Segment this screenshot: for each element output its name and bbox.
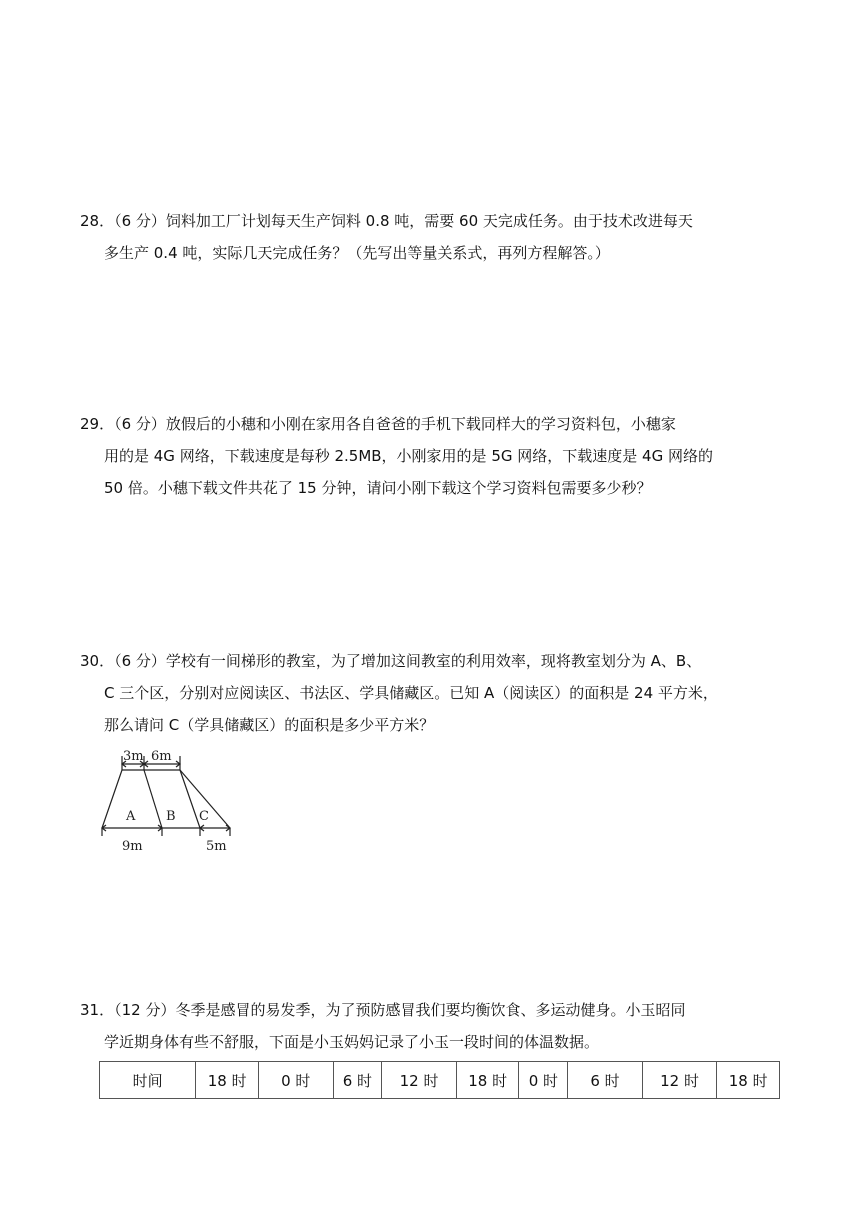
- table-cell: 12 时: [642, 1062, 717, 1099]
- table-cell: 18 时: [196, 1062, 259, 1099]
- temperature-table: [99, 1061, 780, 1099]
- label-region-c: C: [199, 809, 209, 824]
- table-cell: 6 时: [568, 1062, 643, 1099]
- table-cell: 6 时: [333, 1062, 382, 1099]
- question-28-line-2: 多生产 0.4 吨，实际几天完成任务？（先写出等量关系式，再列方程解答。）: [104, 244, 610, 262]
- question-31: [80, 994, 780, 1058]
- table-cell: 18 时: [456, 1062, 519, 1099]
- table-cell: 18 时: [717, 1062, 780, 1099]
- label-bottom-left: 9m: [122, 839, 143, 854]
- divider-a-b: [144, 770, 162, 828]
- label-region-a: A: [126, 809, 136, 824]
- question-31-line-1: 31．（12 分）冬季是感冒的易发季，为了预防感冒我们要均衡饮食、多运动健身。小玉昭同: [80, 1001, 686, 1019]
- label-region-b: B: [166, 809, 176, 824]
- divider-b-c: [180, 770, 200, 828]
- table-cell: 0 时: [259, 1062, 334, 1099]
- label-top-left: 3m: [123, 749, 144, 764]
- trapezoid-figure: [96, 748, 236, 858]
- table-cell: 12 时: [382, 1062, 457, 1099]
- table-row: [100, 1062, 780, 1099]
- question-30: [80, 645, 780, 741]
- question-29: [80, 408, 780, 504]
- question-28-line-1: 28．（6 分）饲料加工厂计划每天生产饲料 0.8 吨，需要 60 天完成任务。由于技术改进每天: [80, 212, 693, 230]
- trapezoid-left-side: [102, 770, 122, 828]
- question-29-line-1: 29．（6 分）放假后的小穗和小刚在家用各自爸爸的手机下载同样大的学习资料包，小穗家: [80, 415, 676, 433]
- question-30-line-3: 那么请问 C（学具储藏区）的面积是多少平方米？: [104, 716, 435, 734]
- question-31-line-2: 学近期身体有些不舒服，下面是小玉妈妈记录了小玉一段时间的体温数据。: [104, 1033, 600, 1051]
- question-29-line-3: 50 倍。小穗下载文件共花了 15 分钟，请问小刚下载这个学习资料包需要多少秒？: [104, 479, 652, 497]
- label-bottom-right: 5m: [206, 839, 227, 854]
- table-header-cell: 时间: [100, 1062, 196, 1099]
- label-top-right: 6m: [151, 749, 172, 764]
- question-29-line-2: 用的是 4G 网络，下载速度是每秒 2.5MB，小刚家用的是 5G 网络，下载速度是 4G 网络的: [104, 447, 713, 465]
- table-cell: 0 时: [519, 1062, 568, 1099]
- question-30-line-2: C 三个区，分别对应阅读区、书法区、学具储藏区。已知 A（阅读区）的面积是 24 平方米，: [104, 684, 718, 702]
- question-30-line-1: 30．（6 分）学校有一间梯形的教室，为了增加这间教室的利用效率，现将教室划分为 A、B、: [80, 652, 702, 670]
- question-28: [80, 205, 780, 269]
